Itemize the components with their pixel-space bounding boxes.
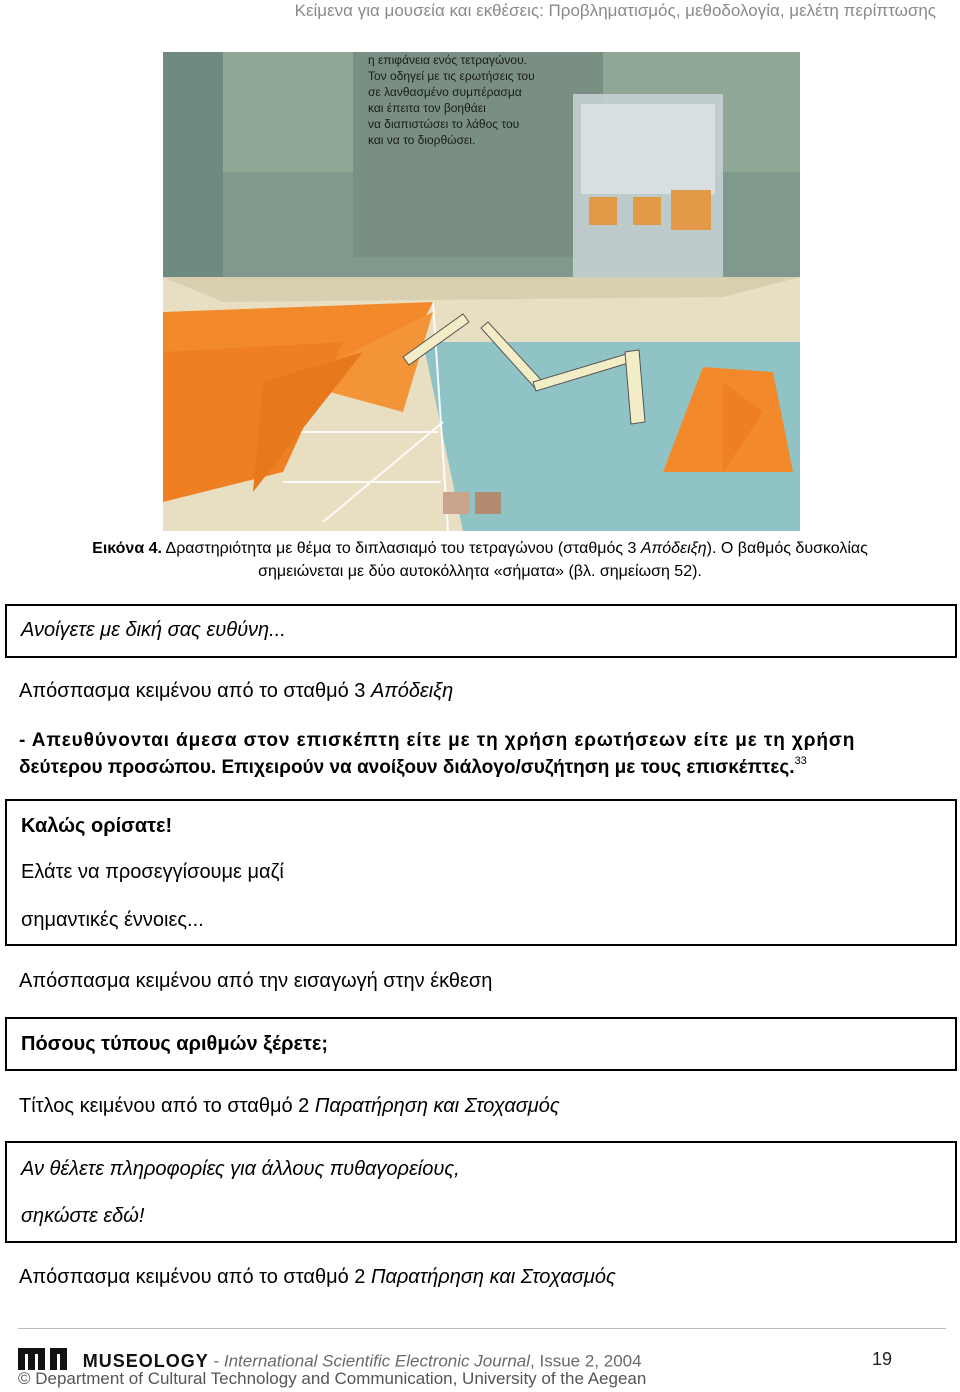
box2-line1: Ελάτε να προσεγγίσουμε μαζί (21, 861, 284, 883)
svg-text:Τον οδηγεί με τις ερωτήσεις το: Τον οδηγεί με τις ερωτήσεις του (368, 69, 535, 83)
svg-text:και έπειτα τον βοηθάει: και έπειτα τον βοηθάει (368, 101, 486, 115)
exhibit-photo-illustration (163, 52, 800, 531)
body-paragraph (19, 727, 943, 781)
box2-title: Καλώς ορίσατε! (21, 815, 173, 837)
box4-line1: Αν θέλετε πληροφορίες για άλλους πυθαγορείους, (21, 1158, 460, 1180)
paragraph-line2-text: δεύτερου προσώπου. Επιχειρούν να ανοίξουν διάλογο/συζήτηση με τους επισκέπτες. (19, 757, 795, 778)
quote-box-1 (5, 604, 957, 658)
journal-name: International Scientific Electronic Journal (223, 1351, 531, 1371)
source1-prefix: Απόσπασμα κειμένου από το σταθμό 3 (19, 680, 371, 702)
source4-prefix: Απόσπασμα κειμένου από το σταθμό 2 (19, 1266, 371, 1288)
page-number: 19 (872, 1349, 893, 1369)
quote-box-2 (5, 799, 957, 946)
source-caption-3 (19, 1095, 560, 1118)
caption-label: Εικόνα 4. (92, 540, 162, 557)
footer-department: © Department of Cultural Technology and Communication, University of the Aegean (18, 1369, 647, 1388)
caption-text-end: ). Ο βαθμός δυσκολίας (706, 540, 868, 557)
box4-line2: σηκώστε εδώ! (21, 1205, 145, 1227)
journal-issue: , Issue 2, 2004 (530, 1351, 642, 1371)
quote-box-4 (5, 1141, 957, 1243)
quote-box-3 (5, 1017, 957, 1071)
figure-caption-line2: σημειώνεται με δύο αυτοκόλλητα «σήματα» (βλ. σημείωση 52). (258, 563, 702, 580)
footer-dash: - (208, 1351, 224, 1371)
paragraph-line2 (19, 754, 943, 781)
svg-text:σε λανθασμένο συμπέρασμα: σε λανθασμένο συμπέρασμα (368, 85, 522, 99)
svg-text:να διαπιστώσει το λάθος του: να διαπιστώσει το λάθος του (368, 117, 520, 131)
box1-text: Ανοίγετε με δική σας ευθύνη... (21, 619, 286, 641)
paragraph-line1: - Απευθύνονται άμεσα στον επισκέπτη είτε με τη χρήση ερωτήσεων είτε με τη χρήση (19, 730, 856, 751)
exhibit-photo (163, 52, 800, 531)
figure-caption (0, 538, 960, 560)
source-caption-1 (19, 680, 453, 703)
caption-italic: Απόδειξη (640, 540, 707, 557)
source1-italic: Απόδειξη (370, 680, 454, 702)
logo-wordmark: MUSEOLOGY (82, 1351, 209, 1371)
running-header: Κείμενα για μουσεία και εκθέσεις: Προβληματισμός, μεθοδολογία, μελέτη περίπτωσης (294, 1, 936, 20)
source3-italic: Παρατήρηση και Στοχασμός (314, 1095, 560, 1117)
svg-text:η επιφάνεια ενός τετραγώνου.: η επιφάνεια ενός τετραγώνου. (368, 53, 527, 67)
box2-line2: σημαντικές έννοιες... (21, 909, 204, 931)
source4-italic: Παρατήρηση και Στοχασμός (370, 1266, 616, 1288)
footer-rule (18, 1328, 946, 1329)
svg-text:και να το διορθώσει.: και να το διορθώσει. (368, 133, 476, 147)
footnote-marker: 33 (794, 755, 807, 767)
source-caption-4 (19, 1266, 616, 1289)
source3-prefix: Τίτλος κειμένου από το σταθμό 2 (19, 1095, 315, 1117)
source-caption-2: Απόσπασμα κειμένου από την εισαγωγή στην έκθεση (19, 970, 493, 992)
caption-text: Δραστηριότητα με θέμα το διπλασιαμό του τετραγώνου (σταθμός 3 (161, 540, 641, 557)
box3-text: Πόσους τύπους αριθμών ξέρετε; (21, 1033, 329, 1055)
